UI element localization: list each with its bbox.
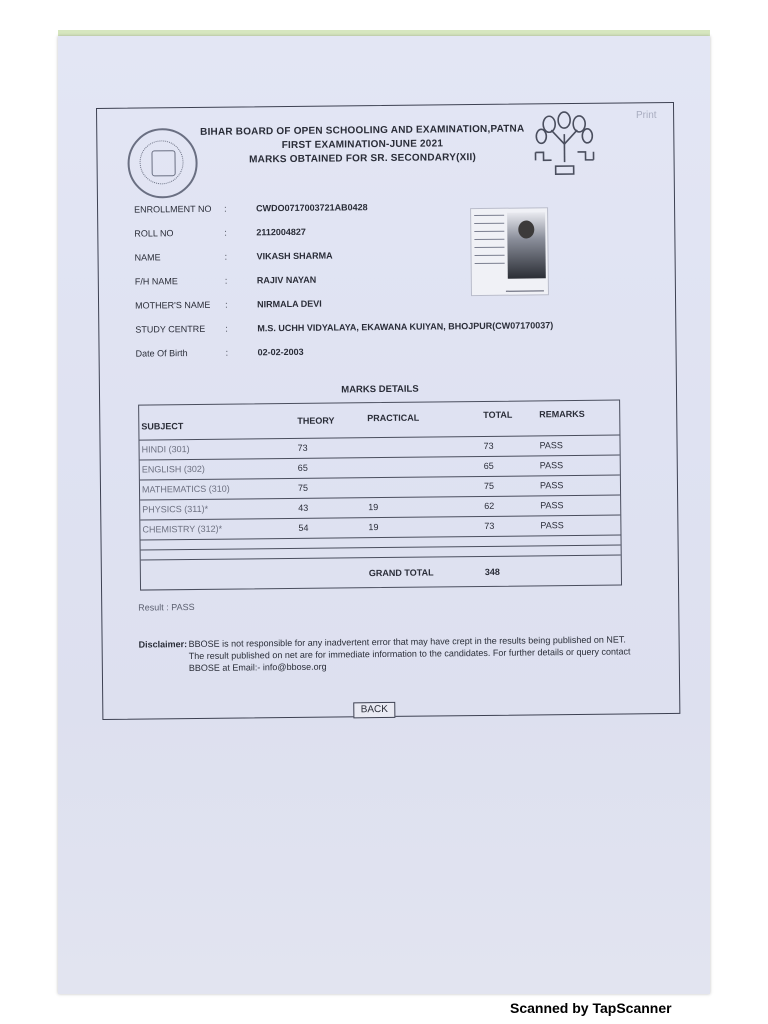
dob-label: Date Of Birth: [135, 348, 188, 359]
scanner-watermark: Scanned by TapScanner: [510, 1000, 672, 1016]
grand-total-row: [141, 555, 621, 591]
theory-cell: 75: [297, 482, 309, 493]
colon: :: [224, 251, 228, 262]
mother-value: NIRMALA DEVI: [257, 298, 322, 310]
marksheet-header: [197, 122, 527, 167]
fh-label: F/H NAME: [134, 276, 178, 287]
remarks-cell: PASS: [539, 440, 563, 451]
total-cell: 65: [483, 460, 494, 471]
result-text: Result : PASS: [138, 601, 195, 613]
practical-cell: 19: [368, 522, 379, 533]
header-line-2: FIRST EXAMINATION-JUNE 2021: [281, 138, 444, 152]
header-subject: SUBJECT: [141, 421, 184, 432]
enrollment-value: CWDO0717003721AB0428: [256, 202, 368, 214]
disclaimer: [138, 633, 639, 674]
colon: :: [225, 347, 229, 358]
header-practical: PRACTICAL: [367, 412, 420, 424]
enrollment-label: ENROLLMENT NO: [134, 203, 212, 215]
total-cell: 73: [483, 440, 494, 451]
header-total: TOTAL: [483, 409, 513, 420]
total-cell: 62: [484, 500, 495, 511]
roll-value: 2112004827: [256, 226, 306, 238]
remarks-cell: PASS: [539, 480, 564, 491]
grand-total-value: 348: [484, 566, 500, 577]
header-line-1: BIHAR BOARD OF OPEN SCHOOLING AND EXAMINATION,PATNA: [200, 123, 525, 138]
colon: :: [224, 275, 228, 286]
back-button[interactable]: BACK: [353, 702, 395, 718]
colon: :: [224, 227, 227, 238]
theory-cell: 65: [297, 462, 308, 473]
theory-cell: 73: [297, 442, 308, 453]
theory-cell: 54: [298, 522, 309, 533]
seal-core: [151, 150, 175, 176]
tree-emblem-icon: [529, 104, 600, 185]
total-cell: 73: [484, 520, 495, 531]
admit-card-lines: [474, 215, 505, 271]
candidate-signature: [506, 282, 544, 291]
grand-total-label: GRAND TOTAL: [368, 567, 434, 579]
colon: :: [225, 299, 228, 310]
subject-cell: MATHEMATICS (310): [141, 483, 230, 495]
header-remarks: REMARKS: [539, 408, 585, 420]
subject-cell: ENGLISH (302): [141, 463, 205, 475]
centre-label: STUDY CENTRE: [135, 323, 206, 335]
candidate-photo: [507, 212, 546, 278]
print-link[interactable]: Print: [636, 110, 657, 121]
subject-cell: HINDI (301): [141, 444, 190, 455]
remarks-cell: PASS: [540, 520, 564, 531]
colon: :: [224, 203, 227, 214]
name-label: NAME: [134, 252, 161, 263]
marks-table: [138, 400, 622, 591]
remarks-cell: PASS: [539, 460, 564, 471]
header-theory: THEORY: [297, 415, 335, 426]
total-cell: 75: [483, 480, 495, 491]
theory-cell: 43: [298, 502, 309, 513]
practical-cell: 19: [368, 502, 379, 513]
disclaimer-text: BBOSE is not responsible for any inadvertent error that may have crept in the results being published on NET. The result published on net are for immediate information to the candidates. For further details or query contact BBOSE at Email:- info@bbose.org: [188, 634, 631, 674]
marksheet-frame: [96, 102, 680, 720]
centre-value: M.S. UCHH VIDYALAYA, EKAWANA KUIYAN, BHOJPUR(CW07170037): [257, 320, 554, 334]
header-line-3: MARKS OBTAINED FOR SR. SECONDARY(XII): [249, 152, 477, 166]
mother-label: MOTHER'S NAME: [135, 299, 211, 311]
subject-cell: CHEMISTRY (312)*: [142, 523, 223, 535]
photo-admit-card: [470, 207, 549, 296]
disclaimer-label: Disclaimer:: [138, 639, 188, 650]
dob-value: 02-02-2003: [257, 346, 304, 358]
fh-value: RAJIV NAYAN: [256, 274, 317, 286]
colon: :: [225, 323, 228, 334]
name-value: VIKASH SHARMA: [256, 250, 333, 262]
marks-details-title: MARKS DETAILS: [341, 383, 419, 396]
remarks-cell: PASS: [540, 500, 564, 511]
board-seal-icon: [127, 128, 198, 199]
roll-label: ROLL NO: [134, 228, 174, 239]
subject-cell: PHYSICS (311)*: [142, 503, 209, 515]
